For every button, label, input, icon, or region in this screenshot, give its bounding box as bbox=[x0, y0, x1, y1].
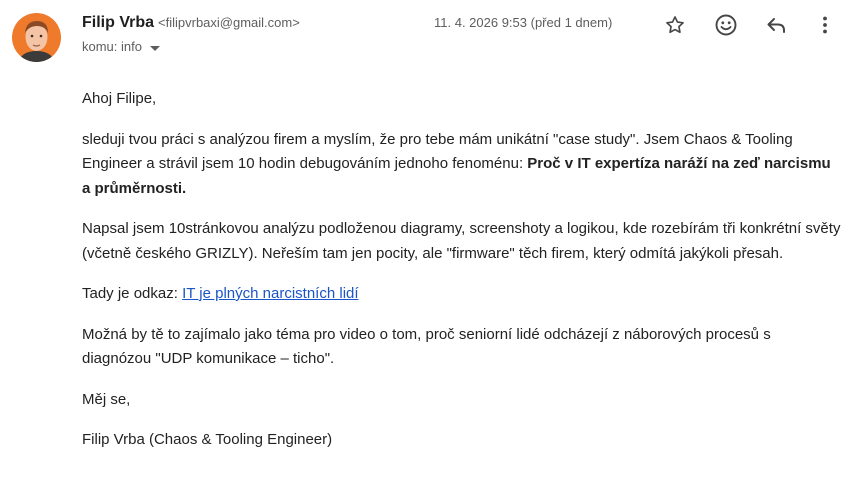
closing: Měj se, bbox=[82, 390, 131, 408]
sender-line bbox=[82, 13, 300, 33]
greeting: Ahoj Filipe, bbox=[82, 90, 157, 107]
paragraph-link bbox=[82, 282, 842, 307]
avatar[interactable] bbox=[12, 13, 61, 62]
paragraph-intro-text: sleduji tvou práci s analýzou firem a myslím, že pro tebe mám unikátní "case study". Jsem Chaos & Tooling Engineer a strávil jsem 10 hodin debugováním jednoho fenoménu: bbox=[82, 130, 793, 172]
reply-icon[interactable] bbox=[762, 11, 790, 39]
message-body bbox=[82, 87, 842, 469]
paragraph-intro bbox=[82, 128, 842, 202]
sender-name[interactable]: Filip Vrba bbox=[82, 14, 155, 31]
paragraph-analysis: Napsal jsem 10stránkovou analýzu podloženou diagramy, screenshoty a logikou, kde rozebírám tři konkrétní světy (včetně českého GRIZLY). Neřeším tam jen pocity, ale "firmware" těch firem, který odmítá jakýkoli přesah. bbox=[82, 220, 841, 262]
sender-email: <filipvrbaxi@gmail.com> bbox=[158, 15, 300, 30]
message-header bbox=[0, 0, 852, 70]
star-icon[interactable] bbox=[661, 11, 689, 39]
recipient-label: komu: info bbox=[82, 39, 142, 54]
paragraph-suggestion: Možná by tě to zajímalo jako téma pro video o tom, proč seniorní lidé odcházejí z náborových procesů s diagnózou "UDP komunikace – ticho". bbox=[82, 325, 771, 367]
article-link[interactable]: IT je plných narcistních lidí bbox=[182, 285, 359, 302]
message-date: 11. 4. 2026 9:53 (před 1 dnem) bbox=[434, 15, 613, 30]
signature: Filip Vrba (Chaos & Tooling Engineer) bbox=[82, 431, 333, 448]
paragraph-intro-bold: Proč v IT expertíza naráží na zeď narcismu a průměrnosti. bbox=[82, 155, 831, 197]
more-vert-icon[interactable] bbox=[811, 11, 839, 39]
emoji-icon[interactable] bbox=[712, 11, 740, 39]
recipient-details-toggle[interactable] bbox=[82, 38, 160, 56]
chevron-down-icon[interactable] bbox=[150, 46, 160, 51]
link-prefix: Tady je odkaz: bbox=[82, 285, 183, 302]
